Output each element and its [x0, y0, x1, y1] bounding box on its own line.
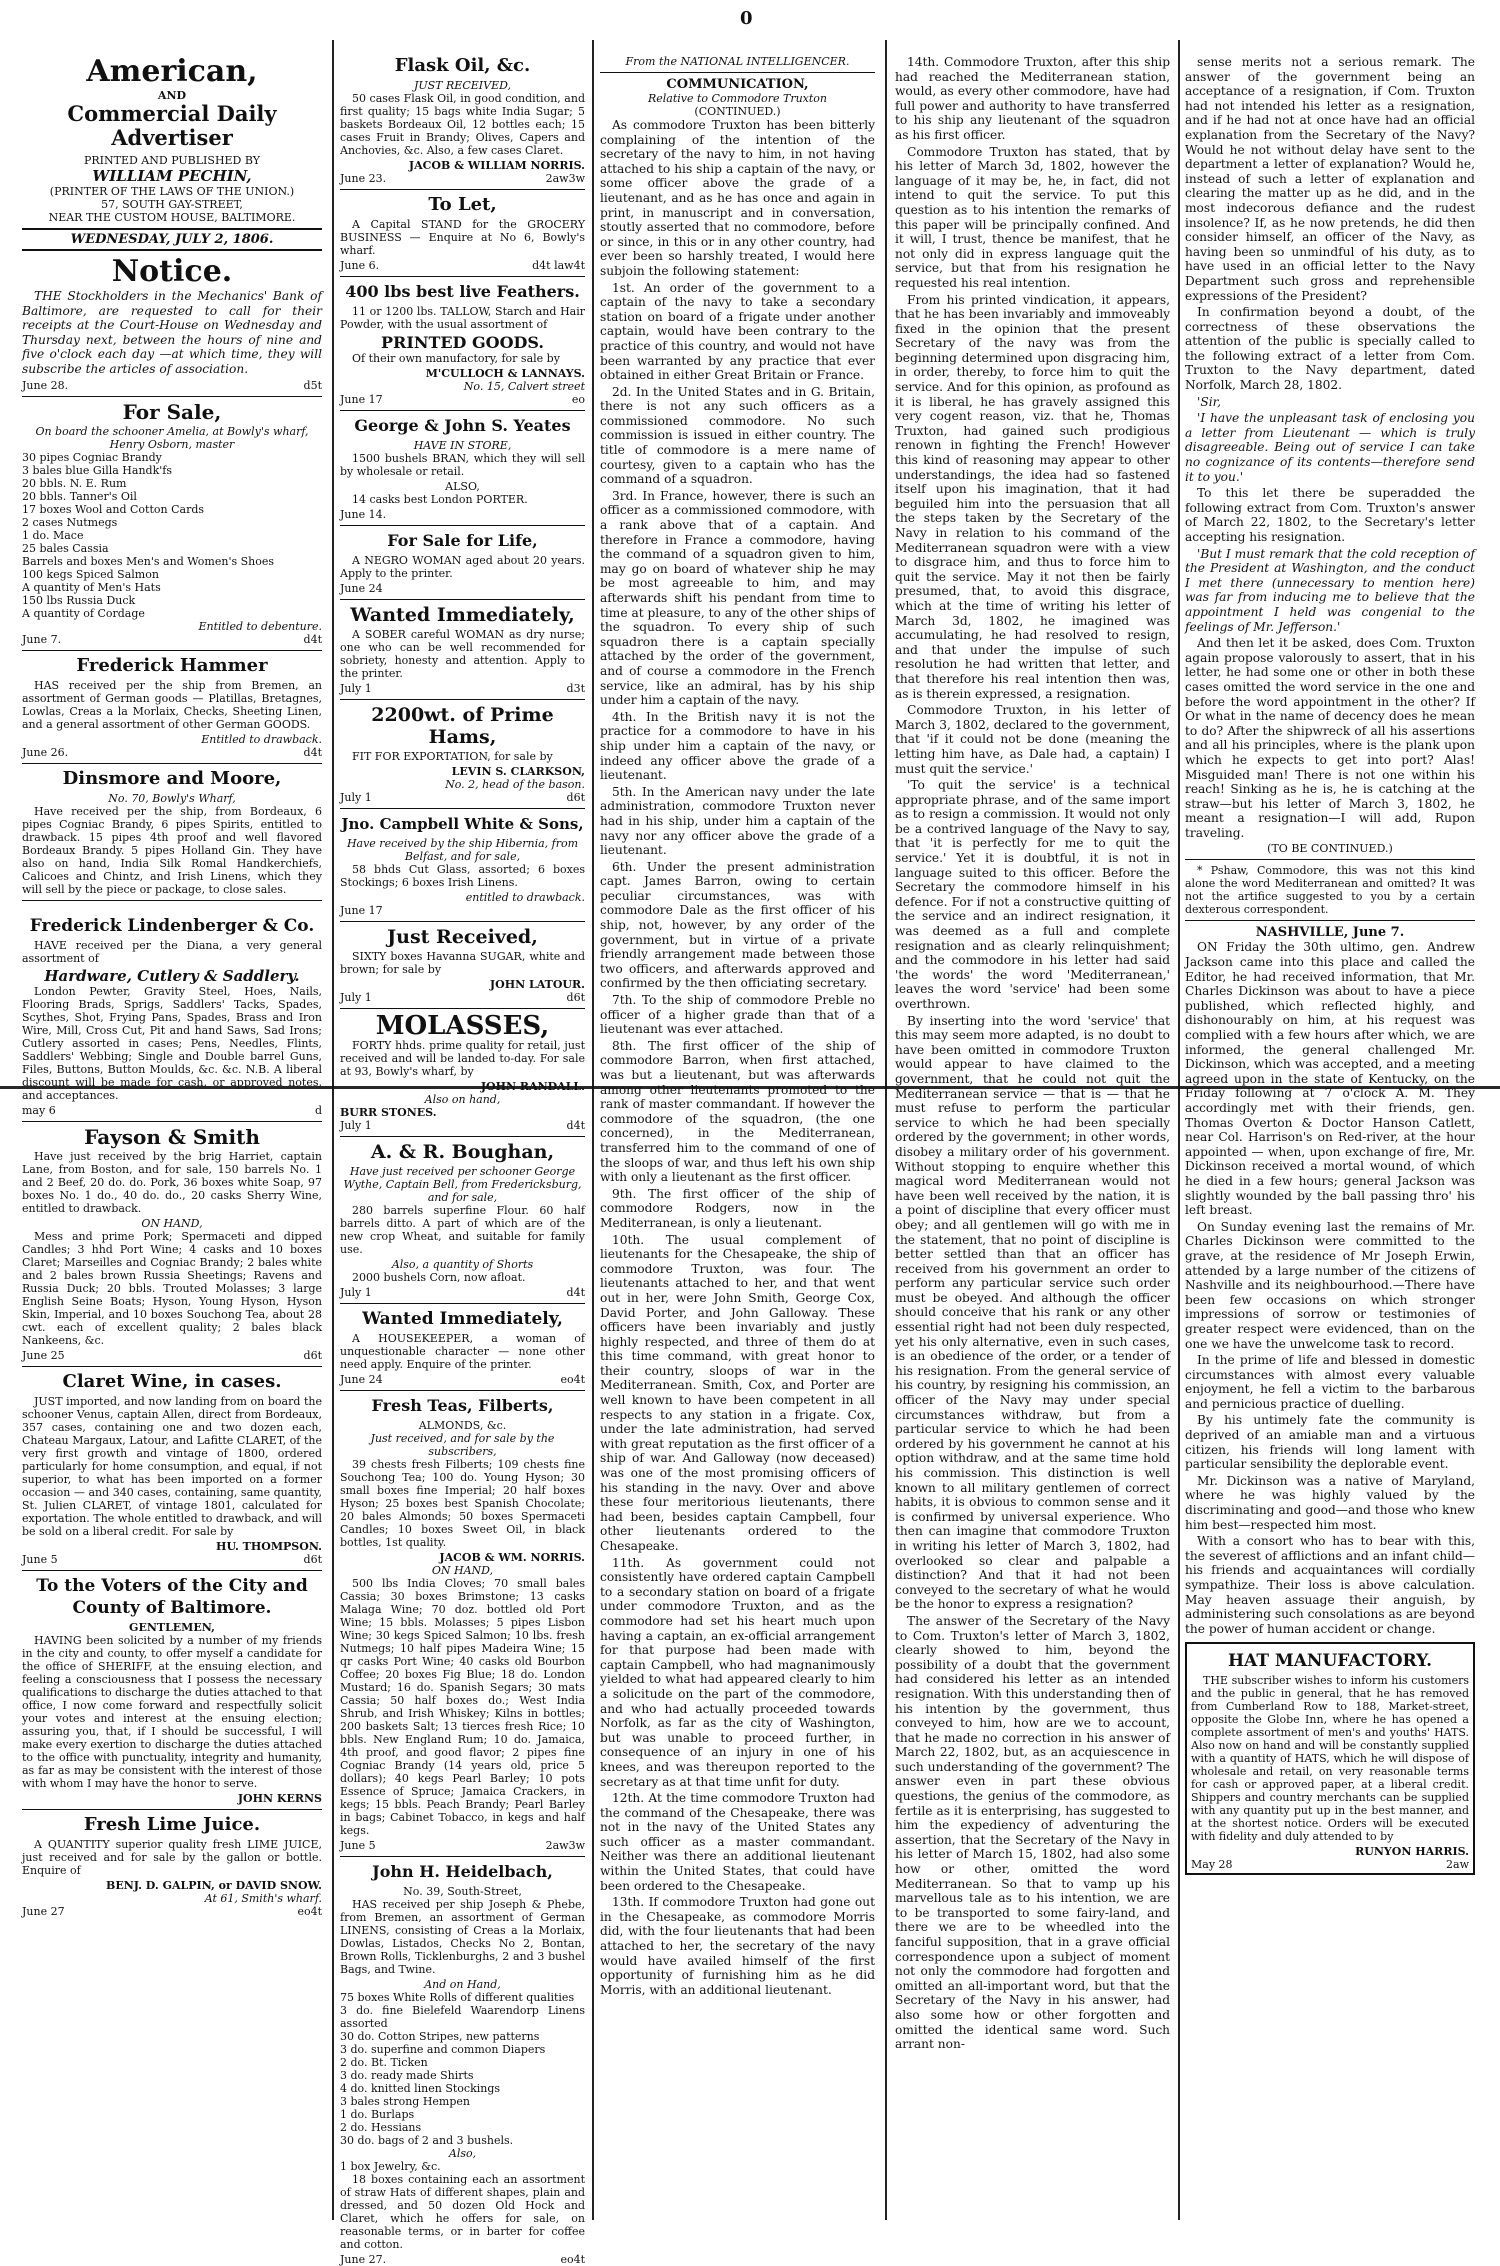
wanted-2-heading: Wanted Immediately, — [362, 1309, 563, 1329]
wanted-2-date: June 24 — [340, 1373, 383, 1386]
claret-seller: HU. THOMPSON. — [216, 1539, 322, 1553]
masthead-printer-line: PRINTED AND PUBLISHED BY — [83, 154, 261, 167]
molasses-heading: MOLASSES, — [375, 1011, 550, 1041]
article-paragraph: 'To quit the service' is a technical appropriate phrase, and of the same import as to resign a commission. It would not only be a contrived language of the Navy to say, that 'it is perfectly for me to quit the service.' Yet it is doubtful, it is not in language suited to this officer. Before the Secretary the commodore himself in his defence. For if not a constructive quitting of the service and an indirect resignation, it was deemed as a full and complete resignation and as clearly relinquishment; and the commodore in his letter had said 'the words' the word 'Mediterranean,' leaves the word 'service' had been some overthrown. — [895, 778, 1170, 1011]
feathers-mark: eo — [571, 393, 585, 406]
page-marker: 0 — [740, 8, 753, 29]
feathers-names: M'CULLOCH & LANNAYS. — [425, 367, 585, 380]
white-body: 58 bhds Cut Glass, assorted; 6 boxes Stockings; 6 boxes Irish Linens. — [340, 863, 585, 889]
list-item: 30 do. Cotton Stripes, new patterns — [340, 2030, 540, 2043]
feathers-heading: 400 lbs best live Feathers. — [345, 282, 580, 301]
column-5 — [1185, 55, 1475, 2205]
flask-mark: 2aw3w — [545, 172, 585, 185]
heidelbach-body-2: 18 boxes containing each an assortment of straw Hats of different shapes, plain and dressed, and 50 dozen Old Hock and Claret, which he offers for sale, on reasonable terms, or in barter for coffee and cotton. — [340, 2173, 585, 2251]
footnote: * Pshaw, Commodore, this was not this kind alone the word Mediterranean and omitted? It was not the artifice suggested to you by a certain dexterous correspondent. — [1185, 864, 1475, 917]
white-entitled: entitled to drawback. — [465, 891, 585, 904]
wanted-1-mark: d3t — [566, 682, 585, 695]
received-names: JOHN LATOUR. — [489, 978, 585, 991]
article-paragraph: 7th. To the ship of commodore Preble no officer of a higher grade than that of a lieutenant was ever attached. — [600, 993, 875, 1037]
hat-manufactory-ad — [1185, 1642, 1475, 1875]
lindenberger-heading: Frederick Lindenberger & Co. — [29, 915, 315, 936]
lindenberger-mark: d — [314, 1103, 322, 1117]
lime-date: June 27 — [22, 1904, 65, 1918]
notice-date: June 28. — [22, 378, 69, 392]
wanted-1-heading: Wanted Immediately, — [350, 604, 575, 626]
nashville-paragraph: By his untimely fate the community is deprived of an amiable man and a virtuous citizen, his friends will long lament with particular sensibility the deplorable event. — [1185, 1413, 1475, 1472]
lime-body: A QUANTITY superior quality fresh LIME JUICE, just received and for sale by the gallon or bottle. Enquire of — [22, 1837, 322, 1877]
article-paragraph: To this let there be superadded the following extract from Com. Truxton's answer of March 22, 1802, to the Secretary's letter accepting his resignation. — [1185, 486, 1475, 544]
list-item: 30 pipes Cogniac Brandy — [22, 450, 162, 464]
fayson-onhand: Mess and prime Pork; Spermaceti and dipped Candles; 3 hhd Port Wine; 4 casks and 10 boxes Claret; Marseilles and Cogniac Brandy; 2 bales white and 2 bales brown Russia Sheetings; Ravens and Russia Duck; 20 bbls. Trouted Molasses; 3 large English Seine Boats; Hyson, Young Hyson, Hyson Skin, Imperial, and 10 boxes Souchong Tea, about 28 cwt. each of excellent quality; 2 bales black Nankeens, &c. — [22, 1229, 322, 1347]
hat-body: THE subscriber wishes to inform his customers and the public in general, that he has removed from Cumberland Row to 188, Market-street, opposite the Globe Inn, where he has opened a complete assortment of men's and youths' HATS. Also now on hand and will be constantly supplied with a quantity of HATS, which he will dispose of wholesale and retail, on very reasonable terms for cash or approved paper, at a liberal credit. Shippers and country merchants can be supplied with any quantity put up in the best manner, and at the shortest notice. Orders will be executed with fidelity and duly attended to by — [1191, 1674, 1469, 1844]
boughan-heading: A. & R. Boughan, — [370, 1141, 555, 1163]
for-sale-date: June 7. — [22, 632, 62, 646]
molasses-mark: d4t — [566, 1119, 585, 1132]
boughan-also: Also, a quantity of Shorts — [391, 1258, 534, 1271]
article-paragraph: 10th. The usual complement of lieutenants for the Chesapeake, the ship of commodore Truxton, was four. The lieutenants attached to her, and that went out in her, were John Smith, George Cox, David Porter, and John Galloway. These officers have been invariably and justly highly respected, and three of them do at this time command, with great honor to their country, sloops of war in the Mediterranean. Smith, Cox, and Porter are well known to have been competent in all respects to any station in a frigate. Cox, under the late administration, had served with great reputation as the first officer of a ship of war. And Galloway (now deceased) was one of the most promising officers of his standing in the navy. Over and above these four meritorious lieutenants, there had been, besides captain Campbell, four other lieutenants ordered to the Chesapeake. — [600, 1232, 875, 1553]
article-paragraph: In confirmation beyond a doubt, of the correctness of these observations the attention of the public is specially called to the following extract of a letter from Com. Truxton to the Navy department, dated Norfolk, March 28, 1802. — [1185, 305, 1475, 393]
yeates-body: 1500 bushels BRAN, which they will sell by wholesale or retail. — [340, 452, 585, 478]
source-line: From the NATIONAL INTELLIGENCER. — [625, 55, 850, 68]
hams-date: July 1 — [340, 791, 372, 804]
article-paragraph: And then let it be asked, does Com. Truxton again propose valorously to assert, that in his letter, he had some one or other in both these cases omitted the word service in the one and before the word appointment in the other? If Or what in the name of decency does he mean to do? After the shipwreck of all his assertions and all his principles, where is the plank upon which he expects to get into port? Alas! Misguided man! There is not one within his reach! Sinking as he is, he is catching at the straw—but his letter of March 3, 1802, he meant a resignation—I will add, Rupon traveling. — [1185, 636, 1475, 840]
hammer-entitled: Entitled to drawback. — [201, 732, 322, 746]
flask-names: JACOB & WILLIAM NORRIS. — [408, 159, 585, 172]
teas-onhand: ON HAND, — [431, 1564, 494, 1577]
received-date: July 1 — [340, 991, 372, 1004]
yeates-heading: George & John S. Yeates — [354, 416, 571, 435]
for-sale-heading: For Sale, — [122, 399, 222, 424]
article-paragraph: 12th. At the time commodore Truxton had the command of the Chesapeake, there was not in the navy of the United States any such officer as a master commandant. Neither was there an additional lieutenant within the United States, that could have been ordered to the Chesapeake. — [600, 1791, 875, 1893]
nashville-paragraph: Mr. Dickinson was a native of Maryland, where he was highly valued by the discriminating and good—and those who knew him best—respected him most. — [1185, 1473, 1475, 1532]
lindenberger-goods: Hardware, Cutlery & Saddlery. — [44, 966, 300, 985]
wanted-1-body: A SOBER careful WOMAN as dry nurse; one who can be well recommended for sobriety, honesty and attention. Apply to the printer. — [340, 628, 585, 680]
column-rule — [332, 40, 334, 2220]
lime-address: At 61, Smith's wharf. — [204, 1891, 322, 1905]
hams-body: FIT FOR EXPORTATION, for sale by — [352, 750, 553, 763]
for-sale-mark: d4t — [303, 632, 322, 646]
masthead-near: NEAR THE CUSTOM HOUSE, BALTIMORE. — [48, 211, 296, 224]
article-paragraph: 'I have the unpleasant task of enclosing you a letter from Lieutenant — which is truly disagreeable. Being out of service I can take no cognizance of its contents—therefore send it to you.' — [1185, 411, 1475, 484]
list-item: 3 bales strong Hempen — [340, 2095, 471, 2108]
fayson-mark: d6t — [303, 1348, 322, 1362]
notice-mark: d5t — [303, 378, 322, 392]
for-life-body: A NEGRO WOMAN aged about 20 years. Apply to the printer. — [340, 554, 585, 580]
article-paragraph: The answer of the Secretary of the Navy to Com. Truxton's letter of March 3, 1802, clearly showed to him, beyond the possibility of a doubt that the government had considered his letter as an intended resignation. With this understanding then of his intention by the government, thus conveyed to him, how are we to account, that he made no correction in his answer of March 22, 1802, but, as an acquiescence in such understanding of the government? The answer even in part these obvious questions, the genius of the commodore, as fertile as it is enterprising, has suggested to him the expediency of adventuring the assertion, that the Secretary of the Navy in his letter of March 15, 1802, had also some how or other, omitted the word Mediterranean. So that to vamp up his marvellous tale as to his intention, we are to be transported to some fairy-land, and there we are to be wheedled into the fanciful supposition, that in a grave official correspondence upon a subject of moment not only the commodore had forgotten and omitted an all-important word, but that the Secretary of the Navy in his answer, had also some how or other forgotten and omitted the identical same word. Such arrant non- — [895, 1613, 1171, 2052]
nashville-heading: NASHVILLE, June 7. — [1255, 925, 1405, 941]
teas-onhand-body: 500 lbs India Cloves; 70 small bales Cassia; 30 boxes Brimstone; 13 casks Malaga Wine; 70 doz. bottled old Port Wine; 15 bbls. Molasses; 5 pipes Lisbon Wine; 30 kegs Spiced Salmon; 10 lbs. fresh Nutmegs; 10 half pipes Madeira Wine; 15 qr casks Port Wine; 40 casks old Bourbon Coffee; 20 boxes Fig Blue; 18 do. London Mustard; 16 do. Spanish Segars; 30 mats Cassia; 50 half boxes do.; West India Shrub, and Irish Whiskey; Kilns in bottles; 200 baskets Salt; 13 tierces fresh Rice; 10 bbls. New England Rum; 10 do. Jamaica, 4th proof, and good flavor; 2 pipes fine Cogniac Brandy (14 years old, price 5 dollars); 40 kegs Pearl Barley; 10 pots Essence of Spruce; Jamaica Crackers, in kegs; 15 bbls. Peach Brandy; Pearl Barley in bags; Cabinet Tobacco, in kegs and half kegs. — [340, 1577, 585, 1837]
list-item: 100 kegs Spiced Salmon — [22, 567, 159, 581]
to-let-date: June 6. — [340, 259, 380, 272]
article-paragraph: Commodore Truxton, in his letter of March 3, 1802, declared to the government, that 'if it could not be done (meaning the letting him have, as Dale had, a captain) I must quit the service.' — [895, 703, 1170, 776]
flask-body: 50 cases Flask Oil, in good condition, and first quality; 15 bags white India Sugar; 5 baskets Bordeaux Oil, 12 bottles each; 15 cases Fruit in Brandy; Olives, Capers and Anchovies, &c. Also, a few cases Claret. — [340, 92, 585, 157]
for-life-heading: For Sale for Life, — [387, 531, 538, 550]
teas-names: JACOB & WM. NORRIS. — [439, 1551, 585, 1564]
column-4 — [895, 55, 1170, 2205]
feathers-body-2: Of their own manufactory, for sale by — [352, 352, 560, 365]
article-paragraph: 13th. If commodore Truxton had gone out in the Chesapeake, as commodore Morris did, with the four lieutenants that had been attached to her, the secretary of the navy would have availed himself of the first opportunity of furnishing him as he did Morris, with an additional lieutenant. — [600, 1895, 875, 1997]
for-life-date: June 24 — [340, 582, 383, 595]
article-paragraph: 'Sir, — [1197, 394, 1221, 409]
yeates-date: June 14. — [340, 508, 387, 521]
nashville-paragraph: ON Friday the 30th ultimo, gen. Andrew Jackson came into this place and called the Editor, he had received information, that Mr. Charles Dickinson was about to have a piece published, which reflected highly, and dishonourably on him, at his request was complied with a few hours after which, we are informed, the general challenged Mr. Dickinson, which was accepted, and a meeting agreed upon in the state of Kentucky, on the Friday following at 7 o'clock A. M. They accordingly met with their friends, gen. Thomas Overton & Doctor Hanson Catlett, near Col. Harrison's on Red-river, at the hour appointed — when, upon exchange of fire, Mr. Dickinson received a mortal wound, of which he died in a few hours; general Jackson was slightly wounded by the ball passing thro' his left breast. — [1185, 940, 1475, 1218]
communication-heading: COMMUNICATION, — [666, 77, 809, 92]
list-item: 4 do. knitted linen Stockings — [340, 2082, 501, 2095]
boughan-mark: d4t — [566, 1286, 585, 1299]
yeates-body-2: 14 casks best London PORTER. — [352, 493, 528, 506]
list-item: 75 boxes White Rolls of different qualities — [340, 1991, 575, 2004]
list-item: 2 do. Bt. Ticken — [340, 2056, 428, 2069]
list-item: A quantity of Cordage — [22, 606, 145, 620]
list-item: 20 bbls. N. E. Rum — [22, 476, 127, 490]
boughan-subheading: Have just received per schooner George Wythe, Captain Bell, from Fredericksburg, and for sale, — [343, 1165, 582, 1204]
list-item: 1 do. Burlaps — [340, 2108, 415, 2121]
lindenberger-list: London Pewter, Gravity Steel, Hoes, Nails, Flooring Brads, Sprigs, Saddlers' Tacks, Spades, Scythes, Shot, Frying Pans, Spades, Brass and Iron Wire, Mill, Cross Cut, Pit and hand Saws, Sad Irons; Cutlery assorted in cases; Pens, Needles, Flints, Saddlers' Webbing; Single and Double barrel Guns, Files, Buttons, Button Moulds, &c. &c. N.B. A liberal discount will be made for cash, or approved notes, and acceptances. — [22, 984, 322, 1102]
article-paragraph: 6th. Under the present administration capt. James Barron, owing to certain peculiar circumstances, was with commodore Dale as the first officer of his ship, not, however, by any order of the government, but in virtue of a private friendly arrangement made between those two officers, and afterwards approved and confirmed by the then officiating secretary. — [600, 859, 875, 991]
fayson-heading: Fayson & Smith — [84, 1124, 260, 1149]
nashville-paragraph: In the prime of life and blessed in domestic circumstances with almost every valuable enjoyment, he fell a victim to the barbarous and pernicious practice of duelling. — [1185, 1353, 1475, 1411]
heidelbach-body: HAS received per ship Joseph & Phebe, from Bremen, an assortment of German LINENS, consisting of Creas a la Morlaix, Dowlas, Listados, Checks No 2, Bontan, Brown Rolls, Ticklenburghs, 2 and 3 bushel Bags, and Twine. — [340, 1898, 585, 1976]
dinsmore-body: Have received per the ship, from Bordeaux, 6 pipes Cogniac Brandy, 6 pipes Spirits, entitled to drawback. 15 pipes 4th proof and well flavored Bordeaux Brandy. 5 pipes Holland Gin. They have also on hand, India Silk Romal Handkerchiefs, Calicoes and Chintz, and Irish Linens, which they will sell by the piece or package, to close sales. — [22, 804, 322, 896]
heidelbach-list — [340, 1991, 585, 2147]
article-paragraph: By inserting into the word 'service' that this may seem more adapted, is no doubt to have been omitted in commodore Truxton would appear to have claimed to the government, that he could not quit the Mediterranean service — that is — that he must refuse to perform the particular service to which he had been specially ordered by the government; in other words, disobey a military order of his government. Without stopping to enquire whether this magical word Mediterranean would not have been well received by the nation, it is a point of discipline that every officer must obey; and all gentlemen will go with me in the statement, that no point of discipline is better settled than that an officer has received from his government an order to perform any particular service such order must be obeyed. And although the officer should conceive that his rank or any other essential right had not been duly respected, yet his only alternative, even in such cases, is an obedience of the order, or a tender of his resignation. From the general service of his country, by resigning his commission, an officer of the Navy may under special circumstances withdraw, but from a particular service to which he had been ordered by his government he cannot at his option withdraw, and at the same time hold his commission. This distinction is well known to all military gentlemen of correct habits, it is obvious to common sense and it is confirmed by universal experience. Who then can imagine that commodore Truxton in writing his letter of March 3, 1802, had overlooked so clear and palpable a distinction? And that it had not been conveyed to the secretary of what he would be the honor to express a resignation? — [895, 1013, 1170, 1612]
wanted-2-mark: eo4t — [560, 1373, 585, 1386]
voters-body: HAVING been solicited by a number of my friends in the city and county, to offer myself a candidate for the office of SHERIFF, at the ensuing election, and feeling a consciousness that I possess the necessary qualifications to discharge the duties attached to that office, I now come forward and respectfully solicit your votes and interest at the ensuing election; assuring you, that, if I should be successful, I will make every exertion to discharge the duties attached to the office with punctuality, integrity and humanity, as far as may be consistent with the interest of those with whom I may have the honor to serve. — [22, 1633, 322, 1790]
heidelbach-heading: John H. Heidelbach, — [372, 1862, 553, 1881]
claret-heading: Claret Wine, in cases. — [62, 1370, 282, 1392]
list-item: 1 do. Mace — [22, 528, 84, 542]
article-paragraph: 5th. In the American navy under the late administration, commodore Truxton never had in his ship, under him a captain of the navy nor any officer above the grade of a lieutenant. — [600, 784, 875, 858]
article-paragraph: Commodore Truxton has stated, that by his letter of March 3d, 1802, however the language of it may be, he, in fact, did not intend to quit the service. To put this question as to his intention the remarks of this paper will be principally confined. And it will, I trust, thence be manifest, that he not only did in express language quit the service, but that from his resignation he requested his real intention. — [895, 144, 1170, 290]
claret-date: June 5 — [22, 1552, 58, 1566]
masthead-title: American, — [86, 54, 258, 89]
molasses-also: Also on hand, — [424, 1093, 501, 1106]
voters-signature: JOHN KERNS — [237, 1791, 322, 1805]
notice-heading: Notice. — [111, 254, 233, 289]
list-item: 25 bales Cassia — [22, 541, 109, 555]
article-paragraph: 8th. The first officer of the ship of commodore Barron, when first attached, was but a lieutenant, but was afterwards among other lieutenants promoted to the rank of master commandant. If however the commodore of the squadron, (the one concerned), in the Mediterranean, transferred him to the command of one of the sloops of war, and thus left his own ship with only a lieutenant as the first officer. — [600, 1038, 875, 1185]
white-subheading: Have received by the ship Hibernia, from Belfast, and for sale, — [346, 837, 579, 863]
list-item: 3 bales blue Gilla Handk'fs — [22, 463, 172, 477]
communication-subheading: Relative to Commodore Truxton — [647, 92, 828, 105]
article-paragraph: 4th. In the British navy it is not the practice for a commodore to have in his ship under him a captain of the navy, or indeed any officer above the grade of a lieutenant. — [600, 709, 875, 783]
hams-mark: d6t — [566, 791, 585, 804]
lime-mark: eo4t — [297, 1904, 322, 1918]
hat-heading: HAT MANUFACTORY. — [1228, 1651, 1432, 1672]
flask-subheading: JUST RECEIVED, — [413, 79, 512, 92]
dinsmore-address: No. 70, Bowly's Wharf, — [108, 791, 236, 805]
nashville-paragraph: With a consort who has to bear with this, the severest of afflictions and an infant child—his friends and acquaintances will cordially sympathize. Their loss is above calculation. May heaven assuage their anguish, by administering such consolations as are beyond the power of human accident or change. — [1185, 1534, 1475, 1636]
lindenberger-date: may 6 — [22, 1103, 56, 1117]
lime-heading: Fresh Lime Juice. — [83, 1813, 261, 1835]
flask-date: June 23. — [340, 172, 387, 185]
heidelbach-address: No. 39, South-Street, — [403, 1885, 522, 1898]
heidelbach-date: June 27. — [340, 2253, 387, 2266]
list-item: 3 do. fine Bielefeld Waarendorp Linens assorted — [340, 2004, 585, 2030]
masthead — [22, 55, 322, 251]
article-paragraph: As commodore Truxton has been bitterly complaining of the intention of the secretary of the navy to him, in not having attached to his ship a captain of the navy, or some officer above the grade of a lieutenant, and as he has once and again in print, in manuscript and in conversation, stoutly asserted that no commodore, before or since, in this or in any other country, had ever been so harshly treated, I would here subjoin the following statement: — [600, 118, 875, 278]
hams-names: LEVIN S. CLARKSON, — [451, 765, 585, 778]
masthead-publisher: WILLIAM PECHIN, — [92, 167, 252, 185]
fayson-date: June 25 — [22, 1348, 65, 1362]
voters-salute: GENTLEMEN, — [129, 1620, 215, 1634]
received-body: SIXTY boxes Havanna SUGAR, white and brown; for sale by — [340, 950, 585, 976]
boughan-body: 280 barrels superfine Flour. 60 half barrels ditto. A part of which are of the new crop Wheat, and suitable for family use. — [340, 1204, 585, 1256]
communication-continued: (CONTINUED.) — [694, 105, 781, 118]
hammer-heading: Frederick Hammer — [76, 654, 268, 676]
nashville-paragraph: On Sunday evening last the remains of Mr. Charles Dickinson were committed to the grave, at the residence of Mr Joseph Erwin, attended by a large number of the citizens of Nashville and its neighbourhood.—There have been few occasions on which stronger impressions of sorrow or testimonies of greater respect were evidenced, than on the one we have the unwelcome task to record. — [1185, 1219, 1475, 1351]
claret-mark: d6t — [303, 1552, 322, 1566]
to-let-mark: d4t law4t — [532, 259, 585, 272]
masthead-and: AND — [157, 89, 187, 102]
for-sale-entitled: Entitled to debenture. — [198, 619, 322, 633]
feathers-date: June 17 — [340, 393, 383, 406]
article-paragraph: 9th. The first officer of the ship of commodore Rodgers, now in the Mediterranean, is only a lieutenant. — [600, 1186, 875, 1230]
masthead-address: 57, SOUTH GAY-STREET, — [101, 198, 243, 211]
white-heading: Jno. Campbell White & Sons, — [341, 815, 584, 833]
column-3 — [600, 55, 875, 2205]
list-item: Barrels and boxes Men's and Women's Shoes — [22, 554, 275, 568]
article-paragraph: 'But I must remark that the cold reception of the President at Washington, and the conduct I met there (unnecessary to mention here) was far from inducing me to believe that the appointment I held was congenial to the feelings of Mr. Jefferson.' — [1185, 546, 1475, 634]
hammer-mark: d4t — [303, 745, 322, 759]
teas-date: June 5 — [340, 1839, 376, 1852]
lindenberger-body: HAVE received per the Diana, a very general assortment of — [22, 938, 322, 965]
article-paragraph: 14th. Commodore Truxton, after this ship had reached the Mediterranean station, would, as every other commodore, have had full power and authority to have transferred to his ship any lieutenant of the squadron as his first officer. — [895, 55, 1170, 142]
column-2 — [340, 55, 585, 2266]
hams-address: No. 2, head of the bason. — [445, 778, 585, 791]
molasses-body: FORTY hhds. prime quality for retail, just received and will be landed to-day. For sale at 93, Bowly's wharf, by — [340, 1039, 585, 1078]
molasses-burr-stones: BURR STONES. — [340, 1106, 437, 1119]
molasses-date: July 1 — [340, 1119, 372, 1132]
heidelbach-jewelry: 1 box Jewelry, &c. — [340, 2160, 441, 2173]
list-item: 3 do. ready made Shirts — [340, 2069, 474, 2082]
masthead-subtitle: Commercial Daily Advertiser — [67, 101, 277, 150]
fayson-onhand-heading: ON HAND, — [141, 1216, 203, 1230]
heidelbach-also: Also, — [448, 2147, 477, 2160]
lime-names: BENJ. D. GALPIN, or DAVID SNOW. — [106, 1878, 322, 1892]
hammer-date: June 26. — [22, 745, 69, 759]
yeates-subheading: HAVE IN STORE, — [413, 439, 512, 452]
feathers-address: No. 15, Calvert street — [463, 380, 585, 393]
list-item: 30 do. bags of 2 and 3 bushels. — [340, 2134, 514, 2147]
boughan-date: July 1 — [340, 1286, 372, 1299]
teas-mark: 2aw3w — [545, 1839, 585, 1852]
hat-signature: RUNYON HARRIS. — [1355, 1845, 1469, 1859]
column-rule — [1178, 40, 1180, 2220]
article-paragraph: 11th. As government could not consistently have ordered captain Campbell to a secondary station on board of a frigate under commodore Truxton, and as the commodore had set his heart much upon having a captain, an ex-official arrangement for that purpose had been made with captain Campbell, who had magnanimously yielded to what had appeared clearly to him a solicitude on the part of the commodore, and who had actually proceeded towards Norfolk, as far as the city of Washington, but was unable to proceed further, in consequence of an injury in one of his knees, and was thereupon reported to the secretary as at that time unfit for duty. — [600, 1555, 875, 1789]
teas-heading: Fresh Teas, Filberts, — [371, 1396, 554, 1415]
teas-body: 39 chests fresh Filberts; 109 chests fine Souchong Tea; 100 do. Young Hyson; 30 small boxes fine Imperial; 20 half boxes Hyson; 25 boxes best Spanish Chocolate; 20 bales Almonds; 50 boxes Spermaceti Candles; 10 boxes Sweet Oil, in black bottles, 1st quality. — [340, 1458, 585, 1549]
hammer-body: HAS received per the ship from Bremen, an assortment of German goods — Platillas, Bretagnes, Lowlas, Creas a la Morlaix, Checks, Sheeting Linen, and a general assortment of other German GOODS. — [22, 678, 322, 731]
masthead-date: WEDNESDAY, JULY 2, 1806. — [22, 228, 322, 251]
notice-body: THE Stockholders in the Mechanics' Bank of Baltimore, are requested to call for their receipts at the Court-House on Wednesday and Thursday next, between the hours of nine and five o'clock each day —at which time, they will subscribe the articles of association. — [22, 289, 322, 376]
teas-intro: Just received, and for sale by the subscribers, — [370, 1432, 555, 1458]
yeates-also: ALSO, — [445, 480, 480, 493]
column-1 — [22, 55, 322, 2205]
for-sale-intro: On board the schooner Amelia, at Bowly's wharf, Henry Osborn, master — [35, 424, 309, 451]
to-let-body: A Capital STAND for the GROCERY BUSINESS — Enquire at No 6, Bowly's wharf. — [340, 218, 585, 257]
received-mark: d6t — [566, 991, 585, 1004]
dinsmore-heading: Dinsmore and Moore, — [62, 767, 282, 789]
hat-date: May 28 — [1191, 1858, 1233, 1872]
list-item: 3 do. superfine and common Diapers — [340, 2043, 546, 2056]
fayson-body: Have just received by the brig Harriet, captain Lane, from Boston, and for sale, 150 barrels No. 1 and 2 Beef, 20 do. do. Pork, 36 boxes white Soap, 97 boxes No. 1 do., 40 do. do., 20 casks Sherry Wine, entitled to drawback. — [22, 1149, 322, 1215]
article-paragraph: 3rd. In France, however, there is such an officer as a commissioned commodore, with a rank above that of a captain. And therefore in France a commodore, having the command of a squadron given to him, may go on board of whatever ship he may be most agreeable to him, and may afterwards shift his pendant from time to time at pleasure, to any of the other ships of the squadron. To every ship of such squadron there is a captain specially attached by the order of the government, and of course a commodore in the French service, like an admiral, has by his ship under him a captain of the navy. — [600, 488, 875, 708]
feathers-body: 11 or 1200 lbs. TALLOW, Starch and Hair Powder, with the usual assortment of — [340, 305, 585, 331]
list-item: A quantity of Men's Hats — [22, 580, 161, 594]
article-paragraph: From his printed vindication, it appears, that he has been invariably and immoveably fixed in the opinion that the present Secretary of the navy was from the beginning determined upon disgracing him, in order, thereby, to force him to quit the service. And for this opinion, as profound as it is liberal, he has gravely assigned this very cogent reason, viz. that he, Thomas Truxton, had gained such prodigious renown in fighting the French! However this kind of reasoning may appear to other understandings, the idea had so fastened itself upon his imagination, that it had beguiled him into the persuasion that all the steps taken by the Secretary of the Navy in relation to his command of the Mediterranean squadron were with a view to disgrace him, and thus to force him to quit the service. May it not then be fairly presumed, that, to avoid this disgrace, which at the time of writing his letter of March 3d, 1802, he imagined was accumulating, he had resolved to resign, and that under the impulse of such resolution he had written that letter, and that therefore his real intention then was, as is therein expressed, a resignation. — [895, 292, 1170, 701]
boughan-body-2: 2000 bushels Corn, now afloat. — [352, 1271, 526, 1284]
feathers-goods: PRINTED GOODS. — [381, 333, 544, 352]
article-paragraph: 2d. In the United States and in G. Britain, there is not any such officers as a commissioned commodore. No such commission is issued in either country. The title of commodore is a mere name of courtesy, given to a captain who has the command of a squadron. — [600, 384, 875, 487]
list-item: 150 lbs Russia Duck — [22, 593, 136, 607]
heidelbach-mark: eo4t — [560, 2253, 585, 2266]
hat-mark: 2aw — [1446, 1858, 1469, 1872]
wanted-2-body: A HOUSEKEEPER, a woman of unquestionable character — none other need apply. Enquire of the printer. — [340, 1332, 585, 1371]
flask-heading: Flask Oil, &c. — [394, 55, 531, 76]
column-rule — [885, 40, 887, 2220]
to-let-heading: To Let, — [428, 194, 497, 215]
claret-body: JUST imported, and now landing from on board the schooner Venus, captain Allen, direct from Bordeaux, 357 cases, containing one and two dozen each, Chateau Margaux, Latour, and Lafitte CLARET, of the very first growth and vintage of 1800, ordered particularly for home consumption, and equal, if not superior, to what has been imported on a former occasion — and 340 cases, containing, same quantity, St. Julien CLARET, of vintage 1801, calculated for exportation. The whole entitled to drawback, and will be sold on a liberal credit. For sale by — [22, 1394, 322, 1538]
column-rule — [592, 40, 594, 2220]
teas-subheading: ALMONDS, &c. — [418, 1419, 507, 1432]
voters-heading: To the Voters of the City and County of Baltimore. — [36, 1575, 308, 1618]
hams-heading: 2200wt. of Prime Hams, — [371, 704, 554, 748]
wanted-1-date: July 1 — [340, 682, 372, 695]
heidelbach-onhand: And on Hand, — [424, 1978, 501, 1991]
list-item: 2 do. Hessians — [340, 2121, 422, 2134]
to-be-continued: (TO BE CONTINUED.) — [1267, 842, 1393, 856]
molasses-names: JOHN RANDALL. — [480, 1080, 585, 1093]
list-item: 17 boxes Wool and Cotton Cards — [22, 502, 205, 516]
white-date: June 17 — [340, 904, 383, 917]
article-paragraph: sense merits not a serious remark. The answer of the government being an acceptance of a resignation, if Com. Truxton had not intended his letter as a resignation, and if he had not at once have had an official explanation from the Secretary of the Navy? Would he not without delay have sent to the department a letter of explanation? Would he, instead of such a letter of explanation and clearing the matter up as he did, and in the most indecorous defiance and the rudest insolence? If, as he now pretends, he did then consider himself, an officer of the Navy, as having been so unmindful of his duty, as to have used in an official letter to the Navy Department such gross and reprehensible expressions of the President? — [1185, 55, 1475, 303]
article-paragraph: 1st. An order of the government to a captain of the navy to take a secondary station on board of a frigate under another captain, would have been contrary to the practice of this country, and would not have been warranted by any practice that ever obtained in either Great Britain or France. — [600, 280, 875, 383]
for-sale-list — [22, 451, 322, 633]
list-item: 20 bbls. Tanner's Oil — [22, 489, 137, 503]
list-item: 2 cases Nutmegs — [22, 515, 118, 529]
received-heading: Just Received, — [387, 926, 538, 948]
masthead-printer-of-laws: (PRINTER OF THE LAWS OF THE UNION.) — [49, 185, 295, 198]
